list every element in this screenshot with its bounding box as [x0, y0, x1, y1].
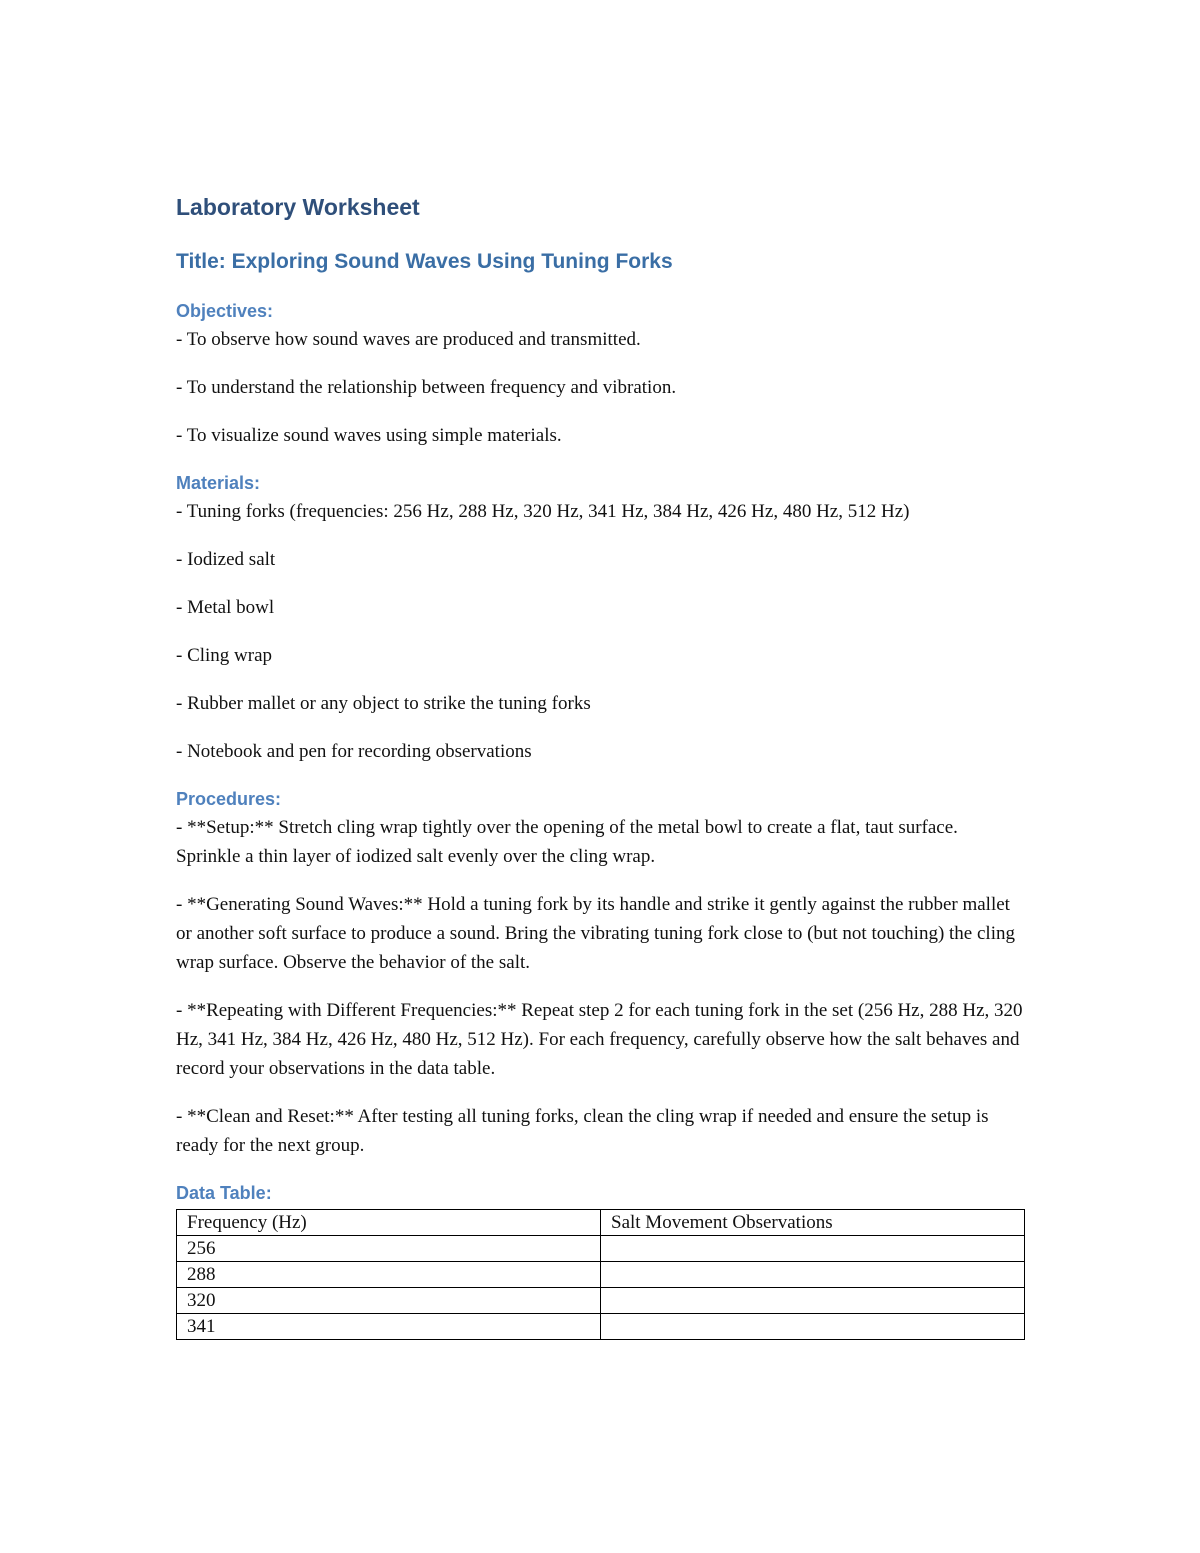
data-table-heading: Data Table: — [176, 1183, 272, 1203]
column-header-observations: Salt Movement Observations — [601, 1210, 1025, 1236]
table-row — [177, 1236, 1025, 1262]
worksheet-page — [176, 190, 1026, 1340]
procedure-step: - **Clean and Reset:** After testing all tuning forks, clean the cling wrap if needed and ensure the setup is ready for the next group. — [176, 1106, 989, 1156]
table-row — [177, 1288, 1025, 1314]
frequency-cell: 320 — [177, 1288, 601, 1314]
material-item: - Metal bowl — [176, 597, 275, 618]
objective-item: - To understand the relationship between frequency and vibration. — [176, 377, 677, 398]
procedures-heading: Procedures: — [176, 789, 282, 809]
material-item: - Tuning forks (frequencies: 256 Hz, 288 Hz, 320 Hz, 341 Hz, 384 Hz, 426 Hz, 480 Hz, 512 Hz) — [176, 501, 910, 522]
worksheet-heading: Laboratory Worksheet — [176, 194, 420, 220]
procedure-step: - **Generating Sound Waves:** Hold a tuning fork by its handle and strike it gently against the rubber mallet or another soft surface to produce a sound. Bring the vibrating tuning fork close to (but not touching) the cling wrap surface. Observe the behavior of the salt. — [176, 894, 1015, 973]
table-row — [177, 1314, 1025, 1340]
table-row — [177, 1262, 1025, 1288]
materials-heading: Materials: — [176, 473, 261, 493]
worksheet-title: Title: Exploring Sound Waves Using Tuning Forks — [176, 250, 673, 273]
observation-cell[interactable] — [601, 1262, 1025, 1288]
objective-item: - To observe how sound waves are produced and transmitted. — [176, 329, 641, 350]
procedure-step: - **Setup:** Stretch cling wrap tightly over the opening of the metal bowl to create a flat, taut surface. Sprinkle a thin layer of iodized salt evenly over the cling wrap. — [176, 817, 958, 867]
frequency-cell: 341 — [177, 1314, 601, 1340]
column-header-frequency: Frequency (Hz) — [177, 1210, 601, 1236]
material-item: - Iodized salt — [176, 549, 276, 570]
observation-cell[interactable] — [601, 1236, 1025, 1262]
material-item: - Cling wrap — [176, 645, 273, 666]
observation-cell[interactable] — [601, 1288, 1025, 1314]
frequency-cell: 288 — [177, 1262, 601, 1288]
objectives-heading: Objectives: — [176, 301, 274, 321]
objective-item: - To visualize sound waves using simple materials. — [176, 425, 562, 446]
frequency-cell: 256 — [177, 1236, 601, 1262]
observation-cell[interactable] — [601, 1314, 1025, 1340]
material-item: - Rubber mallet or any object to strike the tuning forks — [176, 693, 591, 714]
data-table — [176, 1209, 1025, 1340]
material-item: - Notebook and pen for recording observations — [176, 741, 532, 762]
table-header-row — [177, 1210, 1025, 1236]
procedure-step: - **Repeating with Different Frequencies:** Repeat step 2 for each tuning fork in the set (256 Hz, 288 Hz, 320 Hz, 341 Hz, 384 Hz, 426 Hz, 480 Hz, 512 Hz). For each frequency, carefully observe how the salt behaves and record your observations in the data table. — [176, 1000, 1023, 1079]
